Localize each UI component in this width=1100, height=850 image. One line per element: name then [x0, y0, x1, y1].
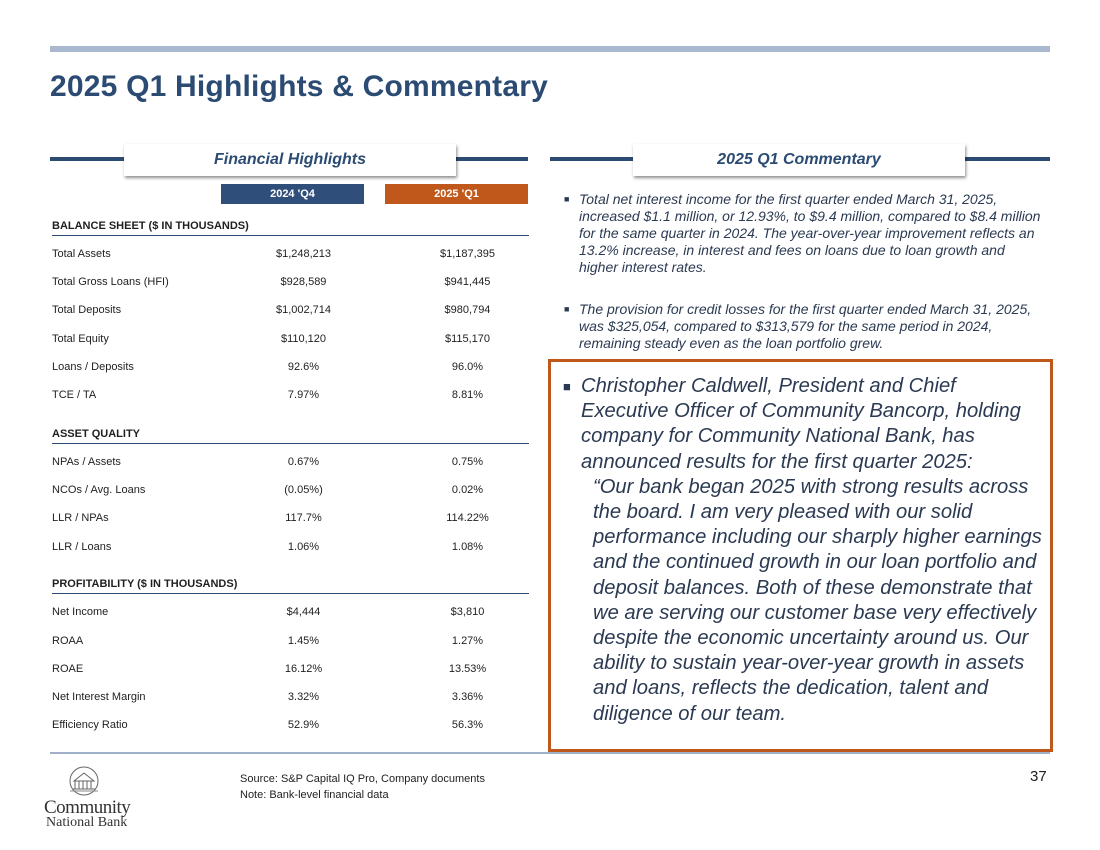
column-header-2024-q4: 2024 'Q4	[221, 184, 364, 204]
row-value-q4: $1,248,213	[275, 248, 332, 260]
table-row	[52, 456, 529, 476]
section-title-profitability: PROFITABILITY ($ IN THOUSANDS)	[52, 578, 529, 594]
row-value-q4: 1.45%	[287, 635, 320, 647]
table-row	[52, 304, 529, 324]
row-value-q4: $928,589	[280, 276, 327, 288]
row-value-q1: 8.81%	[451, 389, 484, 401]
row-value-q1: $980,794	[444, 304, 491, 316]
row-label: Net Interest Margin	[52, 691, 146, 703]
data-note: Note: Bank-level financial data	[240, 789, 389, 801]
section-title-asset-quality: ASSET QUALITY	[52, 428, 529, 444]
footnotes	[240, 771, 485, 803]
row-value-q1: 114.22%	[446, 512, 489, 524]
quote-intro: Christopher Caldwell, President and Chief Executive Officer of Community Bancorp, holding company for Community National Bank, has announced results for the first quarter 2025:	[581, 375, 1021, 473]
row-value-q1: 1.08%	[451, 541, 484, 553]
logo-line2: National Bank	[46, 815, 128, 830]
bullet-square-icon: ■	[564, 194, 570, 204]
table-row	[52, 606, 529, 626]
row-label: Total Gross Loans (HFI)	[52, 276, 169, 288]
table-row	[52, 361, 529, 381]
commentary-text: The provision for credit losses for the first quarter ended March 31, 2025, was $325,054, compared to $313,579 for the same period in 2024, remaining steady even as the loan portfolio grew.	[579, 301, 1032, 351]
logo-line1: Community	[44, 797, 131, 818]
table-row	[52, 389, 529, 409]
row-value-q4: 16.12%	[284, 663, 323, 675]
row-value-q1: $3,810	[450, 606, 485, 618]
quote-text: “Our bank began 2025 with strong results across the board. I am very pleased with our solid performance including our sharply higher earnings and the continued growth in our loan portfolio and deposit balances. Both of these demonstrate that we are serving our customer base very effectively despite the economic uncertainty around us. Our ability to sustain year-over-year growth in assets and loans, reflects the dedication, talent and diligence of our team.	[593, 475, 1042, 725]
source-note: Source: S&P Capital IQ Pro, Company documents	[240, 773, 485, 785]
row-value-q1: 0.02%	[451, 484, 484, 496]
row-label: Loans / Deposits	[52, 361, 134, 373]
row-value-q1: 3.36%	[451, 691, 484, 703]
commentary-text: Total net interest income for the first quarter ended March 31, 2025, increased $1.1 million, or 12.93%, to $9.4 million, compared to $8.4 million for the same quarter in 2024. The year-over-year improvement reflects an 13.2% increase, in interest and fees on loans due to loan growth and higher interest rates.	[579, 191, 1041, 275]
row-value-q1: 0.75%	[451, 456, 484, 468]
row-label: Total Equity	[52, 333, 109, 345]
top-rule	[50, 46, 1050, 52]
row-value-q4: $110,120	[280, 333, 327, 345]
footer-rule	[50, 752, 1050, 754]
table-row	[52, 635, 529, 655]
ceo-quote-box	[548, 359, 1053, 752]
bullet-square-icon: ■	[564, 304, 570, 314]
ceo-quote	[563, 374, 1043, 727]
row-value-q4: 3.32%	[287, 691, 320, 703]
row-label: NCOs / Avg. Loans	[52, 484, 146, 496]
row-label: TCE / TA	[52, 389, 97, 401]
row-label: ROAA	[52, 635, 84, 647]
table-row	[52, 663, 529, 683]
row-value-q4: 92.6%	[287, 361, 320, 373]
row-value-q1: 56.3%	[451, 719, 484, 731]
row-value-q1: 96.0%	[451, 361, 484, 373]
commentary-bullet	[564, 191, 1044, 276]
row-value-q4: 0.67%	[287, 456, 320, 468]
row-value-q4: 52.9%	[287, 719, 320, 731]
table-row	[52, 512, 529, 532]
section-title-balance-sheet: BALANCE SHEET ($ IN THOUSANDS)	[52, 220, 529, 236]
row-label: ROAE	[52, 663, 84, 675]
row-value-q1: 1.27%	[451, 635, 484, 647]
row-value-q4: $1,002,714	[275, 304, 332, 316]
row-value-q4: $4,444	[286, 606, 321, 618]
commentary-bullet	[564, 301, 1044, 352]
row-value-q1: $115,170	[444, 333, 491, 345]
bank-building-icon	[64, 765, 104, 797]
row-label: Total Assets	[52, 248, 111, 260]
bullet-square-icon: ■	[563, 379, 571, 394]
page-title: 2025 Q1 Highlights & Commentary	[50, 70, 548, 103]
row-value-q1: 13.53%	[448, 663, 487, 675]
row-label: Net Income	[52, 606, 109, 618]
column-header-2025-q1: 2025 'Q1	[385, 184, 528, 204]
row-value-q1: $941,445	[444, 276, 491, 288]
table-row	[52, 719, 529, 739]
row-label: LLR / Loans	[52, 541, 112, 553]
table-row	[52, 248, 529, 268]
table-row	[52, 541, 529, 561]
row-value-q4: 1.06%	[287, 541, 320, 553]
page-number: 37	[1030, 768, 1047, 785]
table-row	[52, 691, 529, 711]
row-label: Efficiency Ratio	[52, 719, 128, 731]
table-row	[52, 484, 529, 504]
row-value-q4: 7.97%	[287, 389, 320, 401]
row-value-q1: $1,187,395	[439, 248, 496, 260]
commentary-header: 2025 Q1 Commentary	[633, 144, 965, 176]
financial-highlights-header: Financial Highlights	[124, 144, 456, 176]
row-value-q4: 117.7%	[285, 512, 322, 524]
table-row	[52, 333, 529, 353]
row-label: NPAs / Assets	[52, 456, 121, 468]
row-label: LLR / NPAs	[52, 512, 109, 524]
table-row	[52, 276, 529, 296]
row-value-q4: (0.05%)	[284, 484, 323, 496]
row-label: Total Deposits	[52, 304, 122, 316]
